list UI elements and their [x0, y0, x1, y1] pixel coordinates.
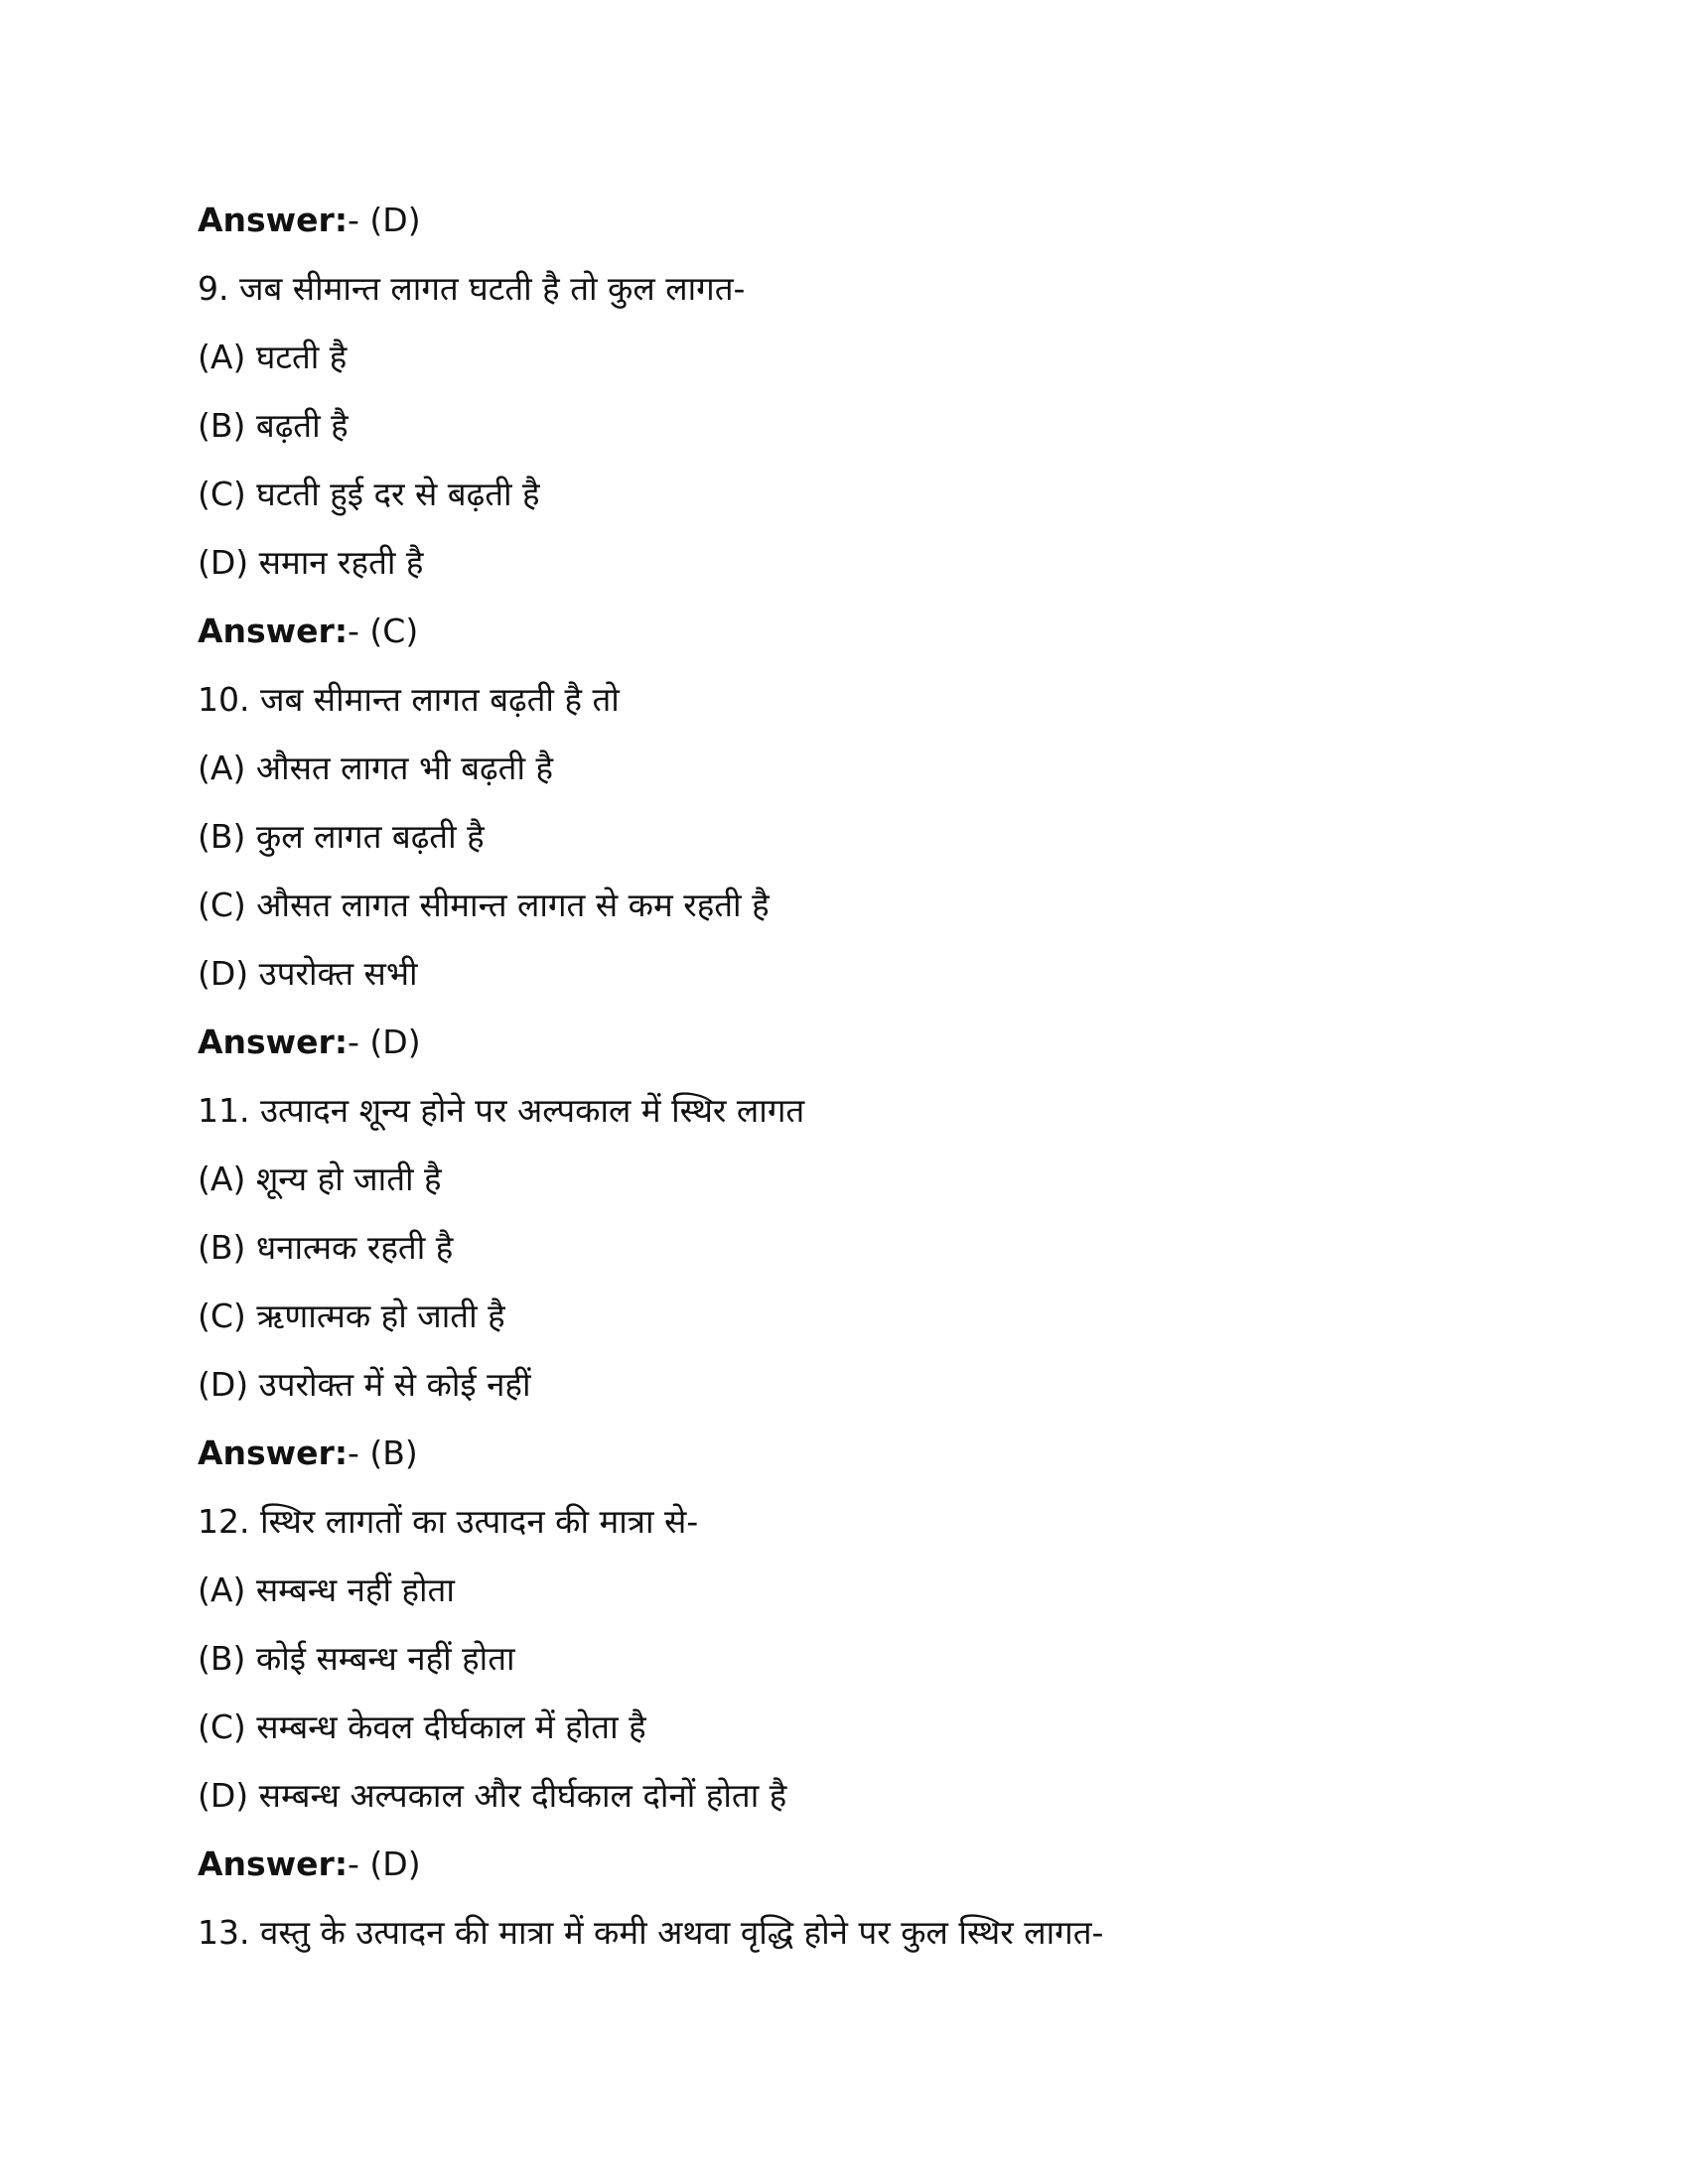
question-text: 11. उत्पादन शून्य होने पर अल्पकाल में स्थिर लागत [198, 1091, 805, 1130]
answer-label: Answer: [198, 612, 349, 650]
option-text: (A) घटती है [198, 338, 348, 376]
answer-value: - (D) [348, 201, 421, 239]
question-text: 9. जब सीमान्त लागत घटती है तो कुल लागत- [198, 269, 746, 308]
option-text: (C) औसत लागत सीमान्त लागत से कम रहती है [198, 886, 770, 924]
option-text: (B) धनात्मक रहती है [198, 1228, 454, 1267]
option-text: (A) सम्बन्ध नहीं होता [198, 1570, 455, 1609]
answer-value: - (D) [348, 1844, 421, 1883]
option-text: (D) समान रहती है [198, 543, 424, 582]
option-text: (A) शून्य हो जाती है [198, 1160, 442, 1198]
question-text: 10. जब सीमान्त लागत बढ़ती है तो [198, 680, 620, 719]
option-text: (C) ऋणात्मक हो जाती है [198, 1297, 505, 1335]
option-text: (D) उपरोक्त में से कोई नहीं [198, 1365, 531, 1404]
option-text: (D) सम्बन्ध अल्पकाल और दीर्घकाल दोनों होता है [198, 1776, 787, 1815]
answer-line [198, 199, 421, 242]
option-text: (D) उपरोक्त सभी [198, 954, 418, 993]
option-text: (A) औसत लागत भी बढ़ती है [198, 749, 554, 787]
option-text: (C) सम्बन्ध केवल दीर्घकाल में होता है [198, 1707, 646, 1746]
option-text: (B) कोई सम्बन्ध नहीं होता [198, 1639, 515, 1678]
option-text: (C) घटती हुई दर से बढ़ती है [198, 475, 540, 513]
question-text: 12. स्थिर लागतों का उत्पादन की मात्रा से- [198, 1502, 699, 1541]
question-text: 13. वस्तु के उत्पादन की मात्रा में कमी अथवा वृद्धि होने पर कुल स्थिर लागत- [198, 1913, 1104, 1952]
answer-line [198, 1432, 418, 1475]
answer-value: - (B) [348, 1433, 418, 1472]
answer-label: Answer: [198, 201, 349, 239]
answer-line [198, 1021, 421, 1064]
option-text: (B) बढ़ती है [198, 406, 349, 445]
answer-label: Answer: [198, 1023, 349, 1061]
answer-label: Answer: [198, 1433, 349, 1472]
answer-value: - (C) [348, 612, 419, 650]
answer-line [198, 610, 418, 653]
answer-value: - (D) [348, 1023, 421, 1061]
answer-line [198, 1843, 421, 1886]
option-text: (B) कुल लागत बढ़ती है [198, 817, 485, 856]
answer-label: Answer: [198, 1844, 349, 1883]
